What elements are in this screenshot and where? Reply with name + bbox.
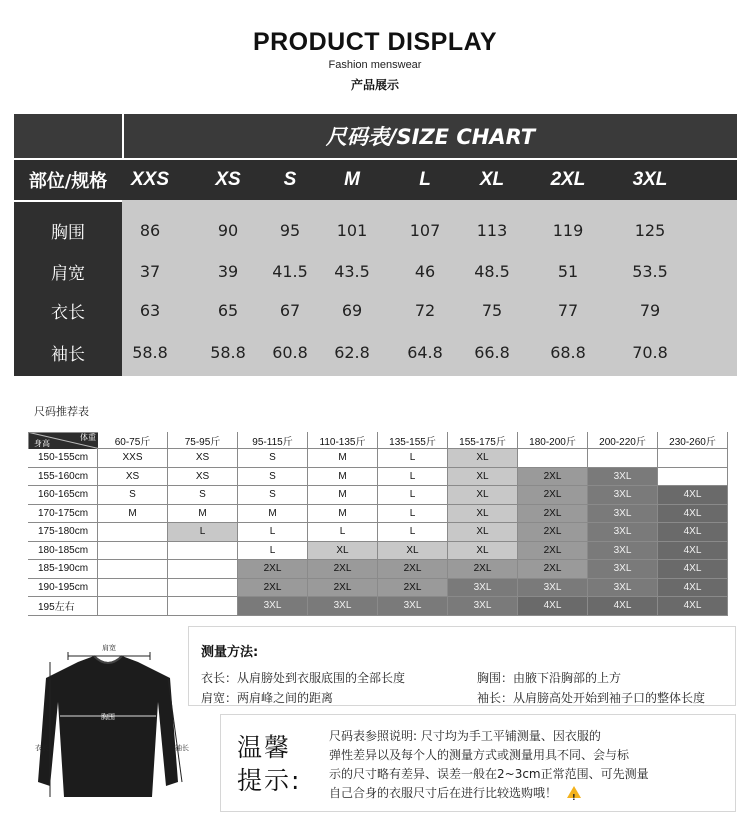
recommend-cell xyxy=(168,560,238,579)
corner-height-label: 身高 xyxy=(34,439,50,448)
size-cell: 107 xyxy=(409,220,441,240)
corner-weight-label: 体重 xyxy=(80,433,96,442)
recommend-table xyxy=(28,432,726,616)
recommend-cell xyxy=(658,449,728,468)
size-col-header: XL xyxy=(479,169,505,190)
size-cell: 51 xyxy=(557,261,579,281)
size-cell: 75 xyxy=(481,300,503,320)
measure-shoulder: 肩宽：两肩峰之间的距离 xyxy=(201,691,334,705)
size-cell: 66.8 xyxy=(474,342,510,362)
size-cell: 113 xyxy=(476,220,508,240)
size-col-header: 2XL xyxy=(550,169,586,190)
recommend-cell: 3XL xyxy=(518,579,588,598)
height-row-label: 195左右 xyxy=(28,597,98,616)
height-row-label: 175-180cm xyxy=(28,523,98,542)
size-cell: 39 xyxy=(217,261,239,281)
recommend-cell: XXS xyxy=(98,449,168,468)
recommend-cell: XL xyxy=(448,505,518,524)
recommend-cell xyxy=(98,560,168,579)
measure-sleeve: 袖长：从肩膀高处开始到袖子口的整体长度 xyxy=(477,691,706,705)
size-row-label: 衣长 xyxy=(51,302,85,323)
recommend-cell: 2XL xyxy=(518,486,588,505)
size-col-header: L xyxy=(419,169,431,190)
height-row-label: 155-160cm xyxy=(28,468,98,487)
recommend-cell: 3XL xyxy=(448,597,518,616)
size-cell: 46 xyxy=(414,261,436,281)
recommend-cell: M xyxy=(308,505,378,524)
recommend-cell: 3XL xyxy=(588,542,658,561)
page-subtitle-cn: 产品展示 xyxy=(350,78,399,92)
size-row-label: 胸围 xyxy=(51,222,85,243)
recommend-cell: L xyxy=(238,542,308,561)
recommend-title: 尺码推荐表 xyxy=(34,405,89,418)
size-chart-header xyxy=(14,158,737,200)
recommend-cell: 2XL xyxy=(518,523,588,542)
recommend-cell xyxy=(168,579,238,598)
recommend-cell: M xyxy=(308,449,378,468)
size-cell: 63 xyxy=(139,300,161,320)
recommend-cell: L xyxy=(378,468,448,487)
size-cell: 65 xyxy=(217,300,239,320)
size-cell: 72 xyxy=(414,300,436,320)
recommend-cell: S xyxy=(98,486,168,505)
chest-label: 胸围 xyxy=(101,713,115,721)
shirt-figure xyxy=(20,632,196,812)
recommend-cell: XL xyxy=(378,542,448,561)
recommend-cell: S xyxy=(238,449,308,468)
recommend-cell: 3XL xyxy=(588,486,658,505)
weight-col-header: 155-175斤 xyxy=(448,432,518,449)
measure-chest: 胸围：由腋下沿胸部的上方 xyxy=(477,671,622,685)
recommend-cell: M xyxy=(238,505,308,524)
size-cell: 41.5 xyxy=(272,261,308,281)
size-chart-corner-label: 部位/规格 xyxy=(28,171,108,192)
recommend-cell xyxy=(168,542,238,561)
recommend-cell xyxy=(98,579,168,598)
size-cell: 77 xyxy=(557,300,579,320)
recommend-cell: XS xyxy=(98,468,168,487)
sleeve-label: 袖长 xyxy=(175,744,189,752)
size-cell: 69 xyxy=(341,300,363,320)
recommend-cell xyxy=(518,449,588,468)
recommend-cell: XL xyxy=(448,523,518,542)
recommend-cell: 4XL xyxy=(658,523,728,542)
height-row-label: 170-175cm xyxy=(28,505,98,524)
size-cell: 58.8 xyxy=(210,342,246,362)
recommend-cell xyxy=(168,597,238,616)
tips-line-last xyxy=(329,784,724,803)
recommend-cell xyxy=(98,597,168,616)
tips-title: 温馨提示: xyxy=(237,733,302,795)
page-title: PRODUCT DISPLAY xyxy=(252,28,498,56)
height-row-label: 160-165cm xyxy=(28,486,98,505)
size-cell: 68.8 xyxy=(550,342,586,362)
size-cell: 70.8 xyxy=(632,342,668,362)
shoulder-label: 肩宽 xyxy=(102,644,116,652)
size-cell: 37 xyxy=(139,261,161,281)
recommend-cell: 2XL xyxy=(378,579,448,598)
recommend-cell: L xyxy=(378,505,448,524)
weight-col-header: 180-200斤 xyxy=(518,432,588,449)
tips-box xyxy=(220,714,736,812)
shirt-body xyxy=(38,656,178,797)
warning-icon: ! xyxy=(567,786,581,798)
recommend-cell: L xyxy=(168,523,238,542)
recommend-cell: 3XL xyxy=(588,579,658,598)
recommend-cell: L xyxy=(378,449,448,468)
recommend-cell: 3XL xyxy=(588,560,658,579)
weight-col-header: 110-135斤 xyxy=(308,432,378,449)
measure-length: 衣长：从肩膀处到衣服底围的全部长度 xyxy=(201,671,406,685)
recommend-cell: XL xyxy=(448,486,518,505)
weight-col-header: 75-95斤 xyxy=(168,432,238,449)
size-cell: 125 xyxy=(634,220,666,240)
page-subtitle: Fashion menswear xyxy=(328,59,422,71)
recommend-cell: 2XL xyxy=(518,560,588,579)
recommend-cell: 4XL xyxy=(588,597,658,616)
recommend-cell: 3XL xyxy=(588,505,658,524)
recommend-cell: 2XL xyxy=(518,505,588,524)
recommend-cell: 4XL xyxy=(658,579,728,598)
size-cell: 53.5 xyxy=(632,261,668,281)
recommend-cell xyxy=(588,449,658,468)
size-cell: 79 xyxy=(639,300,661,320)
recommend-cell: XL xyxy=(308,542,378,561)
recommend-cell: 3XL xyxy=(378,597,448,616)
recommend-cell: 2XL xyxy=(378,560,448,579)
recommend-cell: 4XL xyxy=(658,560,728,579)
tips-line: 尺码表参照说明: 尺寸均为手工平铺测量、因衣服的 xyxy=(329,729,601,743)
size-cell: 90 xyxy=(217,220,239,240)
length-label: 衣长 xyxy=(35,744,49,752)
recommend-cell: XL xyxy=(448,449,518,468)
recommend-cell xyxy=(658,468,728,487)
size-cell: 86 xyxy=(139,220,161,240)
recommend-cell: 4XL xyxy=(658,486,728,505)
size-col-header: 3XL xyxy=(632,169,668,190)
size-chart-corner xyxy=(14,114,122,158)
size-col-header: M xyxy=(344,169,360,190)
weight-col-header: 230-260斤 xyxy=(658,432,728,449)
size-cell: 48.5 xyxy=(474,261,510,281)
recommend-cell: 3XL xyxy=(588,468,658,487)
size-cell: 62.8 xyxy=(334,342,370,362)
size-row-label: 肩宽 xyxy=(51,263,85,284)
size-cell: 60.8 xyxy=(272,342,308,362)
size-cell: 95 xyxy=(279,220,301,240)
recommend-cell: XS xyxy=(168,449,238,468)
size-cell: 67 xyxy=(279,300,301,320)
recommend-cell: 2XL xyxy=(308,560,378,579)
shirt-diagram xyxy=(20,632,196,812)
recommend-cell: M xyxy=(308,468,378,487)
weight-col-header: 60-75斤 xyxy=(98,432,168,449)
size-cell: 64.8 xyxy=(407,342,443,362)
recommend-cell: 3XL xyxy=(588,523,658,542)
recommend-cell: 2XL xyxy=(308,579,378,598)
recommend-cell xyxy=(98,542,168,561)
recommend-cell: XL xyxy=(448,468,518,487)
measure-method-box xyxy=(188,626,736,706)
recommend-cell: L xyxy=(238,523,308,542)
recommend-cell: L xyxy=(308,523,378,542)
size-cell: 58.8 xyxy=(132,342,168,362)
height-row-label: 150-155cm xyxy=(28,449,98,468)
tips-line: 弹性差异以及每个人的测量方式或测量用具不同、会与标 xyxy=(329,748,630,762)
size-cell: 101 xyxy=(336,220,368,240)
recommend-cell: M xyxy=(308,486,378,505)
size-cell: 119 xyxy=(552,220,584,240)
size-chart-title: 尺码表/SIZE CHART xyxy=(122,114,737,158)
recommend-cell: 4XL xyxy=(518,597,588,616)
size-row-label: 袖长 xyxy=(51,344,85,365)
weight-col-header: 200-220斤 xyxy=(588,432,658,449)
recommend-cell: M xyxy=(168,505,238,524)
weight-col-header: 95-115斤 xyxy=(238,432,308,449)
recommend-cell: 2XL xyxy=(518,468,588,487)
recommend-cell: 3XL xyxy=(448,579,518,598)
recommend-cell: 3XL xyxy=(308,597,378,616)
tips-line: 示的尺寸略有差异、误差一般在2~3cm正常范围、可先测量 xyxy=(329,767,649,781)
recommend-cell: S xyxy=(168,486,238,505)
recommend-cell: 4XL xyxy=(658,505,728,524)
recommend-cell: S xyxy=(238,486,308,505)
size-cell: 43.5 xyxy=(334,261,370,281)
recommend-cell: 2XL xyxy=(518,542,588,561)
recommend-cell: 2XL xyxy=(238,560,308,579)
recommend-cell xyxy=(98,523,168,542)
recommend-cell: M xyxy=(98,505,168,524)
recommend-cell: 2XL xyxy=(448,560,518,579)
size-col-header: S xyxy=(283,169,297,190)
weight-col-header: 135-155斤 xyxy=(378,432,448,449)
recommend-cell: L xyxy=(378,486,448,505)
recommend-cell: S xyxy=(238,468,308,487)
size-col-header: XXS xyxy=(130,169,170,190)
size-chart-row-labels xyxy=(14,200,122,376)
height-row-label: 190-195cm xyxy=(28,579,98,598)
measure-title: 测量方法: xyxy=(201,645,259,660)
size-chart xyxy=(14,114,737,376)
recommend-cell: XL xyxy=(448,542,518,561)
recommend-cell: L xyxy=(378,523,448,542)
recommend-cell: 4XL xyxy=(658,542,728,561)
recommend-cell: XS xyxy=(168,468,238,487)
height-row-label: 180-185cm xyxy=(28,542,98,561)
recommend-cell: 3XL xyxy=(238,597,308,616)
recommend-cell: 4XL xyxy=(658,597,728,616)
recommend-cell: 2XL xyxy=(238,579,308,598)
recommend-corner xyxy=(28,432,98,449)
tips-text xyxy=(329,727,724,803)
height-row-label: 185-190cm xyxy=(28,560,98,579)
tips-line-text: 自己合身的衣服尺寸后在进行比较选购哦！ xyxy=(329,786,558,800)
size-col-header: XS xyxy=(215,169,241,190)
